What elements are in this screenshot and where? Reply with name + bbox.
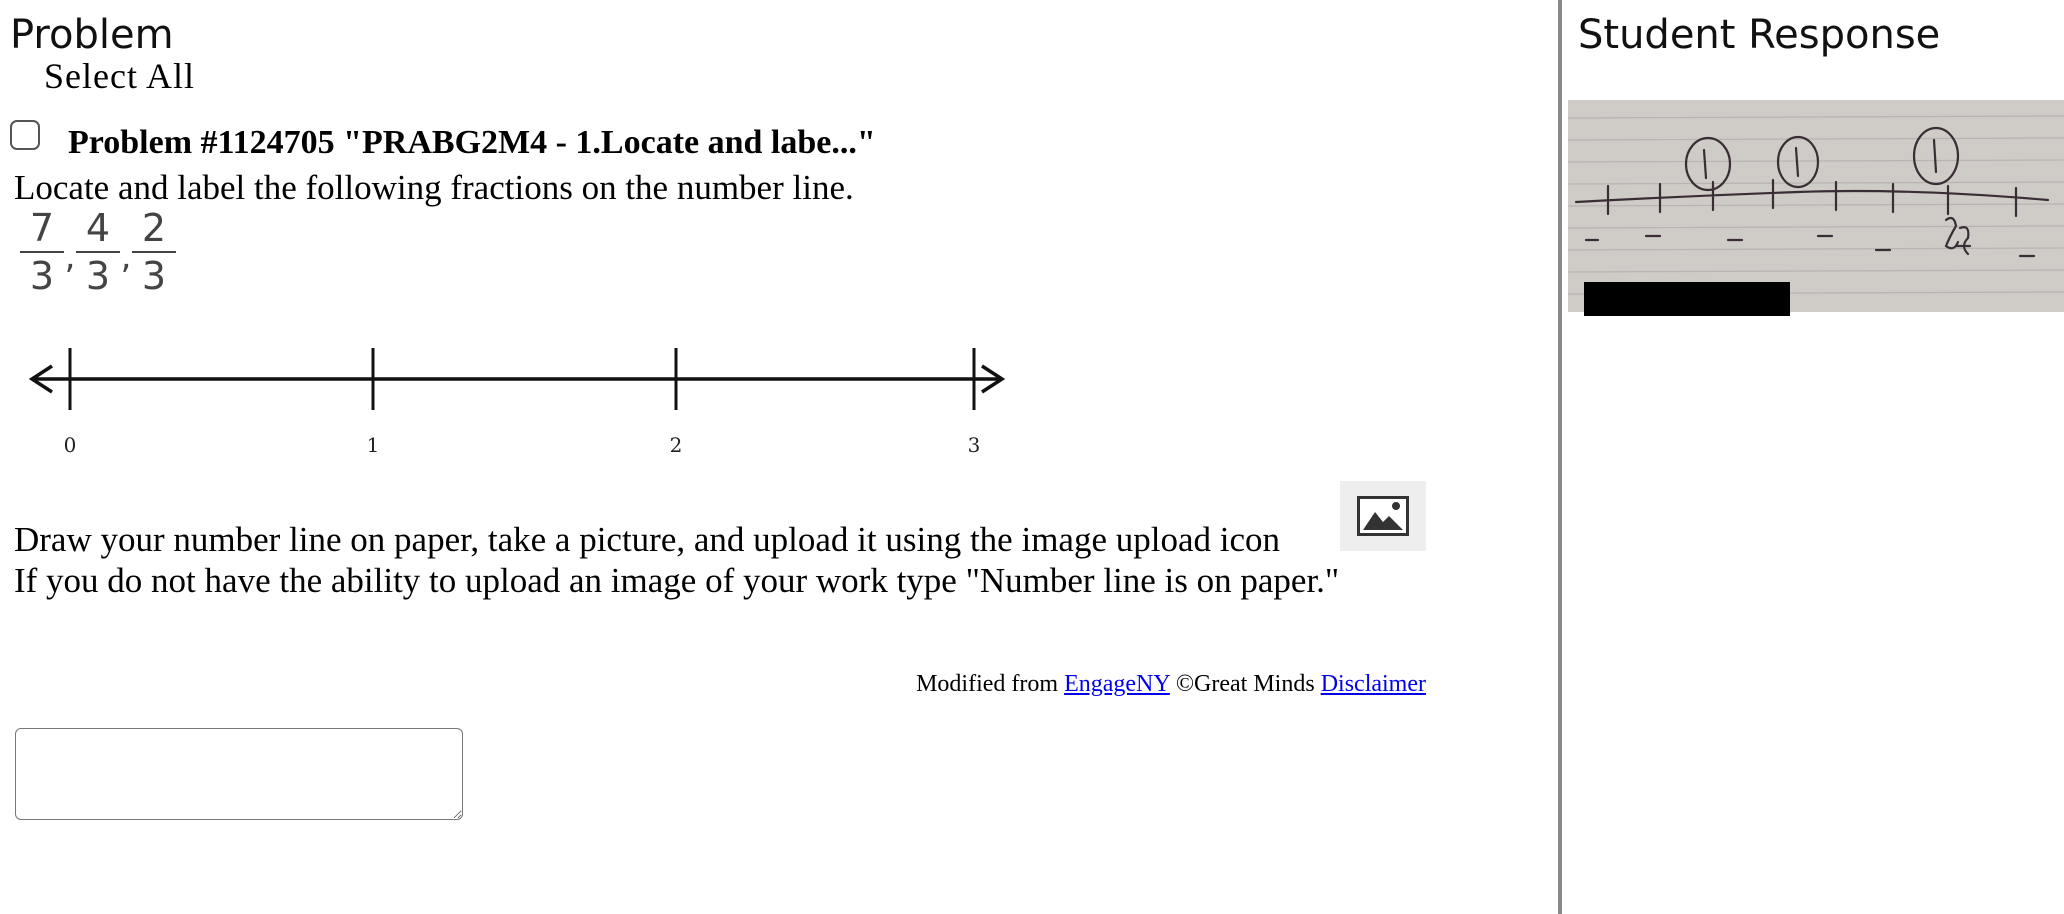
fraction-2-denominator: 3 <box>85 254 111 298</box>
number-line-label-2: 2 <box>669 433 683 457</box>
student-response-photo[interactable] <box>1568 100 2064 312</box>
attribution-prefix: Modified from <box>916 671 1059 697</box>
fraction-bar <box>20 251 64 253</box>
fraction-2 <box>76 206 120 298</box>
fraction-separator: , <box>120 237 132 277</box>
fraction-separator: , <box>64 237 76 277</box>
number-line-label-3: 3 <box>967 433 981 457</box>
fraction-bar <box>132 251 176 253</box>
fraction-list <box>20 206 176 302</box>
attribution <box>916 670 1426 698</box>
fraction-3-denominator: 3 <box>141 254 167 298</box>
engageny-link[interactable]: EngageNY <box>1064 671 1170 697</box>
no-upload-instruction: If you do not have the ability to upload an image of your work type "Number line is on paper." <box>14 561 1340 600</box>
select-all-label[interactable]: Select All <box>44 56 195 96</box>
fraction-1 <box>20 206 64 298</box>
fraction-1-numerator: 7 <box>29 206 55 250</box>
problem-select-checkbox[interactable] <box>10 120 40 150</box>
fraction-bar <box>76 251 120 253</box>
student-response-panel <box>1562 0 2058 914</box>
fraction-2-numerator: 4 <box>85 206 111 250</box>
disclaimer-link[interactable]: Disclaimer <box>1320 671 1426 697</box>
number-line-label-0: 0 <box>63 433 77 457</box>
image-upload-glyph <box>1357 496 1409 536</box>
fraction-3 <box>132 206 176 298</box>
answer-input[interactable] <box>15 728 463 820</box>
image-upload-icon <box>1340 481 1426 551</box>
problem-panel-title: Problem <box>10 12 174 58</box>
student-response-title: Student Response <box>1578 12 1941 58</box>
fraction-3-numerator: 2 <box>141 206 167 250</box>
fraction-1-denominator: 3 <box>29 254 55 298</box>
upload-instruction: Draw your number line on paper, take a picture, and upload it using the image upload icon <box>14 520 1280 559</box>
problem-prompt: Locate and label the following fractions on the number line. <box>14 168 854 207</box>
problem-title: Problem #1124705 "PRABG2M4 - 1.Locate and labe..." <box>68 124 876 161</box>
number-line-label-1: 1 <box>366 433 380 457</box>
copyright-text: ©Great Minds <box>1175 671 1315 697</box>
number-line-diagram <box>20 330 1020 470</box>
